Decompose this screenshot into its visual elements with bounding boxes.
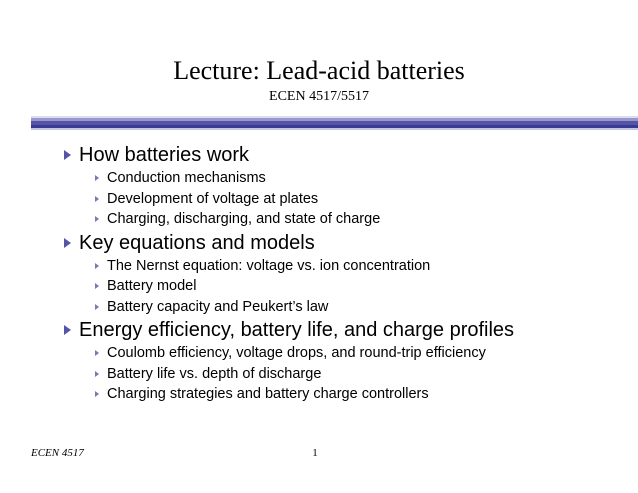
small-triangle-bullet-icon (95, 175, 99, 181)
small-triangle-bullet-icon (95, 391, 99, 397)
sub-bullet-text: Coulomb efficiency, voltage drops, and round-trip efficiency (107, 345, 486, 361)
section-heading (64, 230, 634, 256)
small-triangle-bullet-icon (95, 216, 99, 222)
triangle-bullet-icon (64, 150, 71, 160)
sub-bullet-text: Charging, discharging, and state of charge (107, 211, 381, 227)
sub-bullet (107, 384, 634, 405)
small-triangle-bullet-icon (95, 304, 99, 310)
divider-band (31, 128, 638, 130)
small-triangle-bullet-icon (95, 371, 99, 377)
bullet-content (64, 142, 634, 405)
triangle-bullet-icon (64, 238, 71, 248)
sub-bullet (107, 364, 634, 385)
section-heading (64, 317, 634, 343)
sub-bullet-text: Charging strategies and battery charge controllers (107, 386, 429, 402)
page-number: 1 (312, 447, 318, 459)
section-heading-text: How batteries work (79, 144, 250, 166)
sub-bullet-text: The Nernst equation: voltage vs. ion concentration (107, 257, 431, 274)
sub-bullet-list (107, 343, 634, 405)
sub-bullet-text: Conduction mechanisms (107, 170, 266, 186)
sub-bullet-text: Battery life vs. depth of discharge (107, 365, 322, 382)
section-heading-text: Key equations and models (79, 231, 315, 254)
sub-bullet-text: Battery capacity and Peukert’s law (107, 298, 329, 315)
small-triangle-bullet-icon (95, 283, 99, 289)
slide-subtitle: ECEN 4517/5517 (269, 89, 369, 104)
sub-bullet (107, 189, 634, 210)
small-triangle-bullet-icon (95, 196, 99, 202)
sub-bullet-list (107, 168, 634, 230)
sub-bullet-text: Development of voltage at plates (107, 190, 319, 207)
sub-bullet (107, 297, 634, 318)
sub-bullet (107, 276, 634, 297)
sub-bullet (107, 168, 634, 189)
section-key-equations (64, 230, 634, 318)
sub-bullet (107, 343, 634, 364)
slide-title: Lecture: Lead-acid batteries (173, 56, 465, 85)
section-heading (64, 142, 634, 168)
sub-bullet-list (107, 256, 634, 318)
footer-course: ECEN 4517 (31, 447, 84, 459)
sub-bullet-text: Battery model (107, 278, 197, 294)
section-how-batteries-work (64, 142, 634, 230)
sub-bullet (107, 256, 634, 277)
sub-bullet (107, 209, 634, 230)
small-triangle-bullet-icon (95, 350, 99, 356)
section-energy-efficiency (64, 317, 634, 405)
triangle-bullet-icon (64, 325, 71, 335)
small-triangle-bullet-icon (95, 263, 99, 269)
section-heading-text: Energy efficiency, battery life, and charge profiles (79, 319, 515, 341)
